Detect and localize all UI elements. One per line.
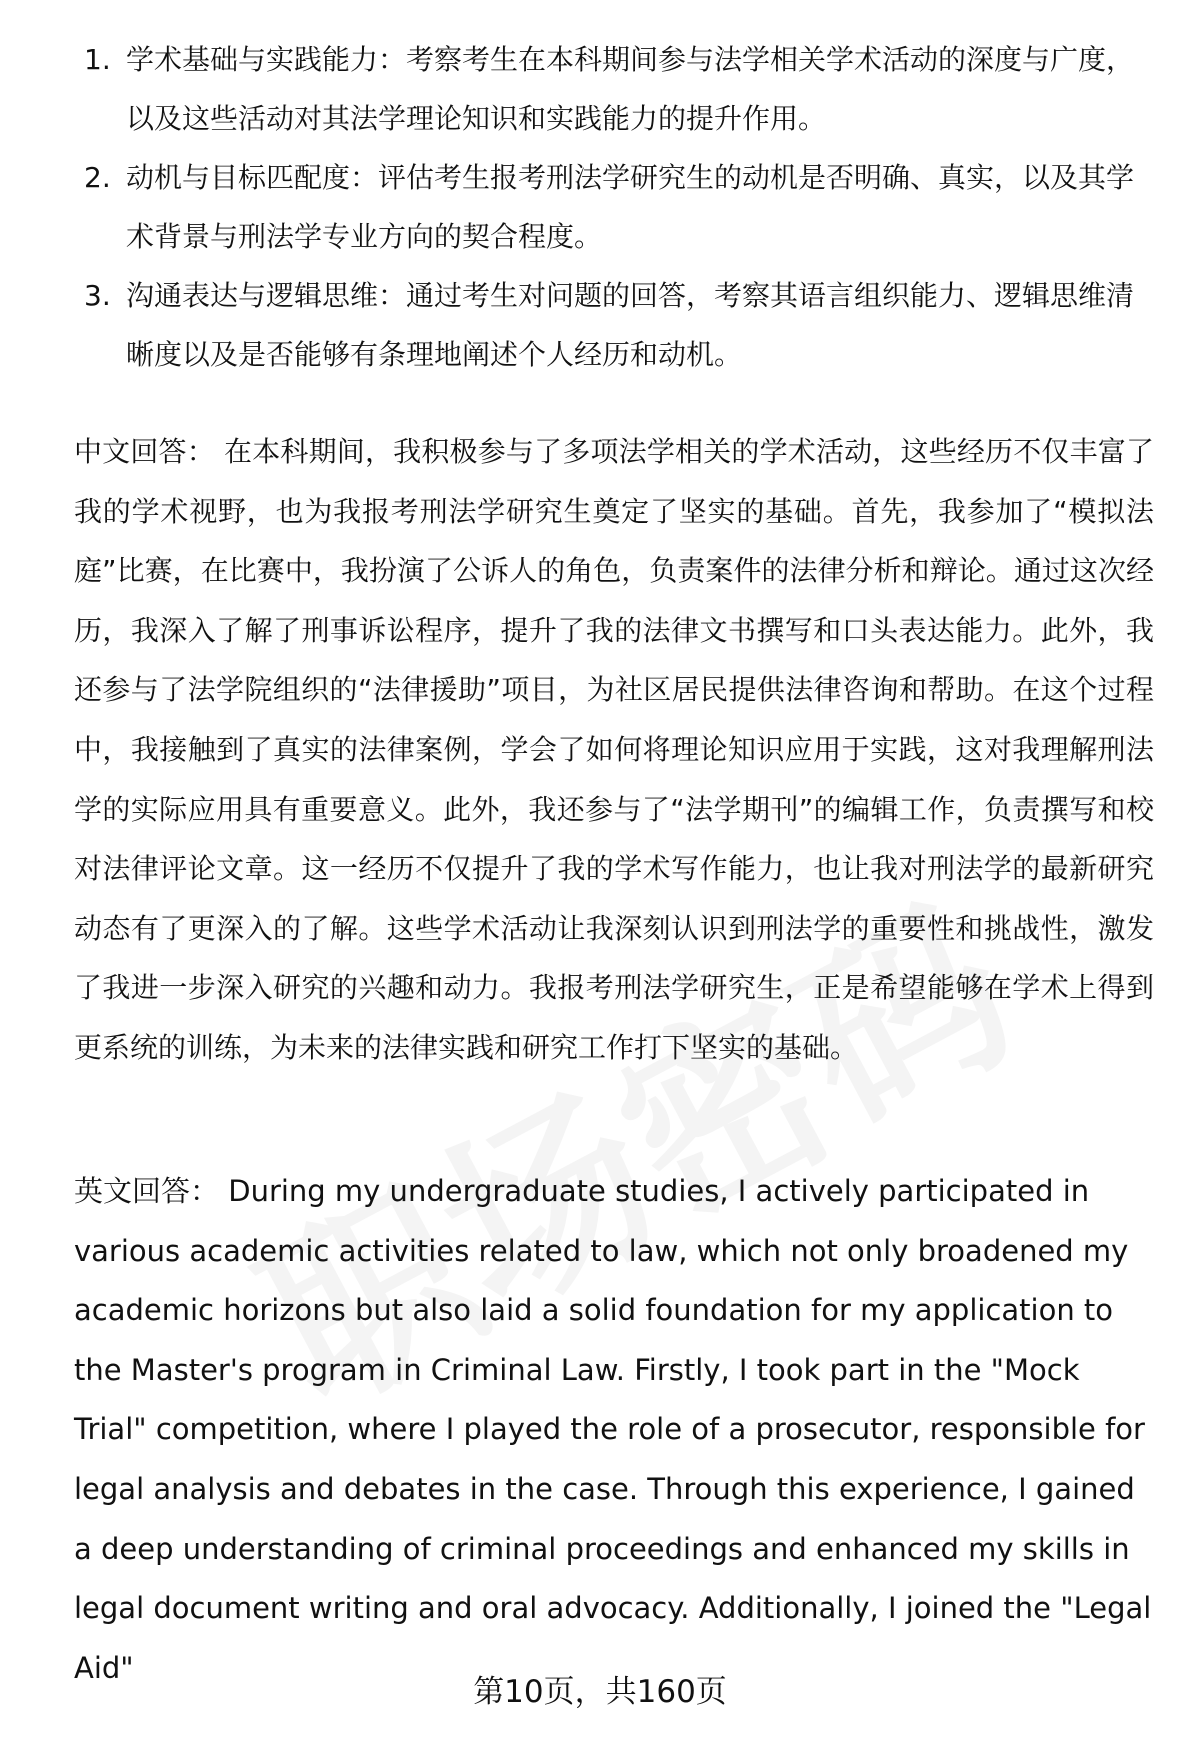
english-answer-label: 英文回答： (74, 1174, 220, 1208)
english-answer-paragraph (74, 1162, 1154, 1698)
list-item-text: 沟通表达与逻辑思维：通过考生对问题的回答，考察其语言组织能力、逻辑思维清晰度以及是否能够有条理地阐述个人经历和动机。 (126, 279, 1135, 371)
chinese-answer-paragraph (74, 422, 1154, 1078)
chinese-answer-label: 中文回答： (74, 435, 215, 468)
list-item-number: 3. (84, 279, 111, 312)
list-item-text: 动机与目标匹配度：评估考生报考刑法学研究生的动机是否明确、真实，以及其学术背景与刑法学专业方向的契合程度。 (126, 161, 1135, 253)
english-answer-text: During my undergraduate studies, I actively participated in various academic activities related to law, which not only broadened my academic horizons but also laid a solid foundation for my application to the Master's program in Criminal Law. Firstly, I took part in the "Mock Trial" competition, where I played the role of a prosecutor, responsible for legal analysis and debates in the case. Through this experience, I gained a deep understanding of criminal proceedings and enhanced my skills in legal document writing and oral advocacy. Additionally, I joined the "Legal Aid" (74, 1174, 1152, 1685)
list-item-number: 2. (84, 161, 111, 194)
chinese-answer-text: 在本科期间，我积极参与了多项法学相关的学术活动，这些经历不仅丰富了我的学术视野，也为我报考刑法学研究生奠定了坚实的基础。首先，我参加了“模拟法庭”比赛，在比赛中，我扮演了公诉人的角色，负责案件的法律分析和辩论。通过这次经历，我深入了解了刑事诉讼程序，提升了我的法律文书撰写和口头表达能力。此外，我还参与了法学院组织的“法律援助”项目，为社区居民提供法律咨询和帮助。在这个过程中，我接触到了真实的法律案例，学会了如何将理论知识应用于实践，这对我理解刑法学的实际应用具有重要意义。此外，我还参与了“法学期刊”的编辑工作，负责撰写和校对法律评论文章。这一经历不仅提升了我的学术写作能力，也让我对刑法学的最新研究动态有了更深入的了解。这些学术活动让我深刻认识到刑法学的重要性和挑战性，激发了我进一步深入研究的兴趣和动力。我报考刑法学研究生，正是希望能够在学术上得到更系统的训练，为未来的法律实践和研究工作打下坚实的基础。 (74, 435, 1154, 1064)
list-item (74, 148, 1154, 266)
list-item-number: 1. (84, 43, 111, 76)
list-item (74, 30, 1154, 148)
list-item (74, 266, 1154, 384)
criteria-list (74, 30, 1154, 384)
page-number-footer: 第10页，共160页 (473, 1674, 727, 1710)
list-item-text: 学术基础与实践能力：考察考生在本科期间参与法学相关学术活动的深度与广度，以及这些活动对其法学理论知识和实践能力的提升作用。 (126, 43, 1135, 135)
